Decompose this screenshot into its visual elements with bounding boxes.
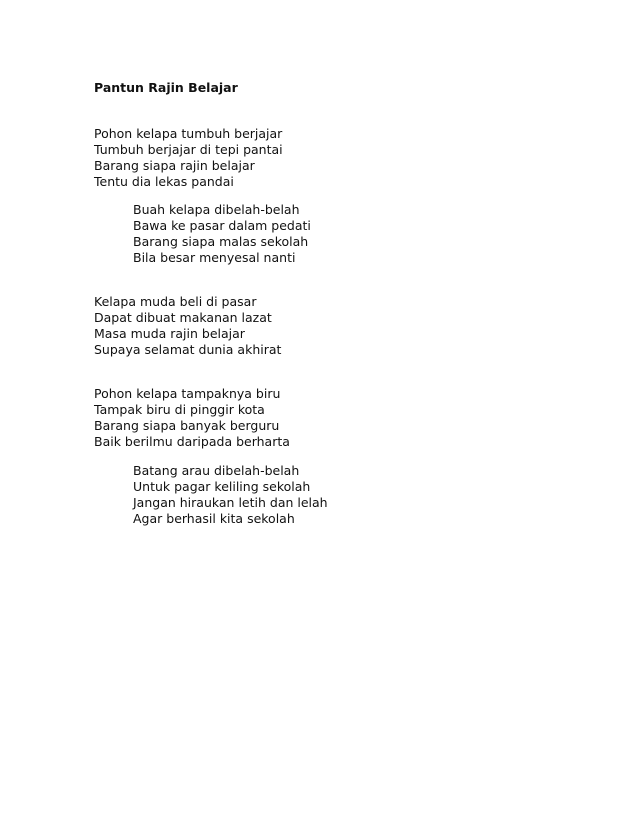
stanza-5 — [133, 463, 328, 527]
stanza-line: Pohon kelapa tampaknya biru — [94, 386, 281, 401]
stanza-line: Agar berhasil kita sekolah — [133, 511, 295, 526]
stanza-line: Barang siapa malas sekolah — [133, 234, 309, 249]
stanza-line: Buah kelapa dibelah-belah — [133, 202, 300, 217]
stanza-4 — [94, 386, 290, 450]
stanza-line: Tumbuh berjajar di tepi pantai — [94, 142, 283, 157]
stanza-line: Tampak biru di pinggir kota — [94, 402, 265, 417]
stanza-line: Untuk pagar keliling sekolah — [133, 479, 311, 494]
stanza-line: Barang siapa banyak berguru — [94, 418, 280, 433]
stanza-line: Jangan hiraukan letih dan lelah — [133, 495, 328, 510]
stanza-line: Pohon kelapa tumbuh berjajar — [94, 126, 283, 141]
stanza-line: Supaya selamat dunia akhirat — [94, 342, 282, 357]
stanza-line: Bila besar menyesal nanti — [133, 250, 296, 265]
stanza-3 — [94, 294, 281, 358]
stanza-line: Barang siapa rajin belajar — [94, 158, 255, 173]
stanza-line: Masa muda rajin belajar — [94, 326, 245, 341]
stanza-line: Batang arau dibelah-belah — [133, 463, 300, 478]
stanza-line: Tentu dia lekas pandai — [94, 174, 234, 189]
document-title: Pantun Rajin Belajar — [94, 80, 238, 95]
stanza-line: Baik berilmu daripada berharta — [94, 434, 290, 449]
stanza-line: Bawa ke pasar dalam pedati — [133, 218, 311, 233]
stanza-line: Kelapa muda beli di pasar — [94, 294, 257, 309]
stanza-2 — [133, 202, 311, 266]
stanza-1 — [94, 126, 283, 190]
stanza-line: Dapat dibuat makanan lazat — [94, 310, 272, 325]
